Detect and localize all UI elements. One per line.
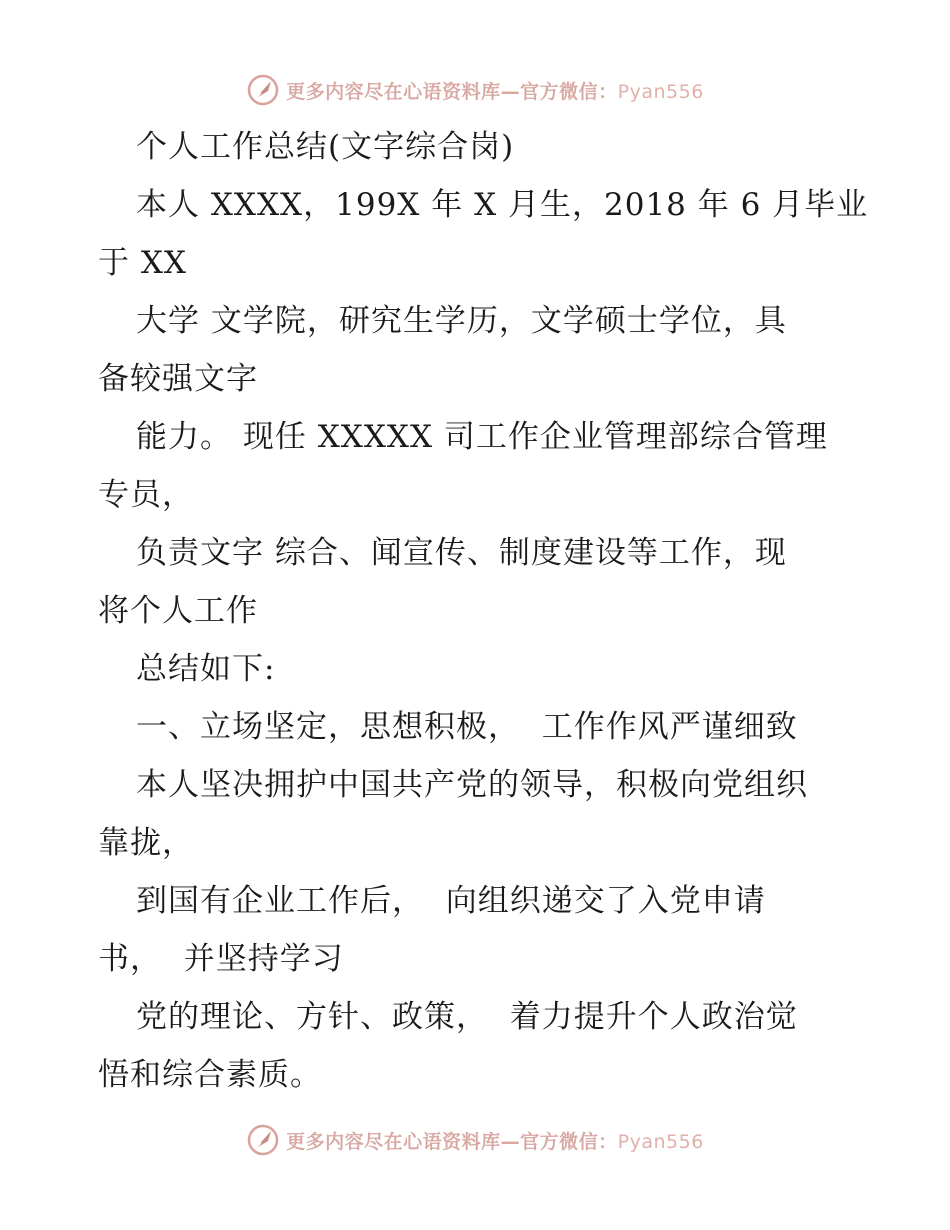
watermark-banner-bottom: [0, 1120, 950, 1160]
document-body: [98, 118, 869, 1104]
watermark-handle: Pyan556: [617, 1130, 704, 1153]
document-line: 一、立场坚定，思想积极， 工作作风严谨细致: [136, 709, 798, 745]
watermark-text: [286, 77, 704, 104]
document-line: 备较强文字: [98, 361, 258, 397]
document-line: 党的理论、方针、政策， 着力提升个人政治觉: [136, 999, 798, 1035]
document-line: 本人坚决拥护中国共产党的领导，积极向党组织: [136, 767, 808, 803]
watermark-label: 更多内容尽在心语资料库—官方微信：: [286, 80, 618, 103]
document-line: 专员，: [98, 477, 194, 513]
feather-pen-logo-icon: [246, 73, 280, 107]
watermark-text: [286, 1127, 704, 1154]
watermark-banner-top: [0, 70, 950, 110]
document-line: 大学 文学院，研究生学历，文学硕士学位，具: [136, 303, 787, 339]
document-line: 靠拢，: [98, 825, 194, 861]
document-line: 本人 XXXX，199X 年 X 月生，2018 年 6 月毕业: [136, 187, 869, 223]
document-line: 到国有企业工作后， 向组织递交了入党申请: [136, 883, 766, 919]
watermark-handle: Pyan556: [617, 80, 704, 103]
document-line: 能力。 现任 XXXXX 司工作企业管理部综合管理: [136, 419, 828, 455]
document-line: 悟和综合素质。: [98, 1057, 322, 1093]
feather-pen-logo-icon: [246, 1123, 280, 1157]
document-line: 总结如下:: [136, 651, 276, 687]
document-line: 负责文字 综合、闻宣传、制度建设等工作，现: [136, 535, 787, 571]
watermark-label: 更多内容尽在心语资料库—官方微信：: [286, 1130, 618, 1153]
document-line: 将个人工作: [98, 593, 258, 629]
document-line: 个人工作总结(文字综合岗): [136, 129, 515, 165]
document-line: 于 XX: [98, 245, 187, 281]
document-line: 书， 并坚持学习: [98, 941, 344, 977]
